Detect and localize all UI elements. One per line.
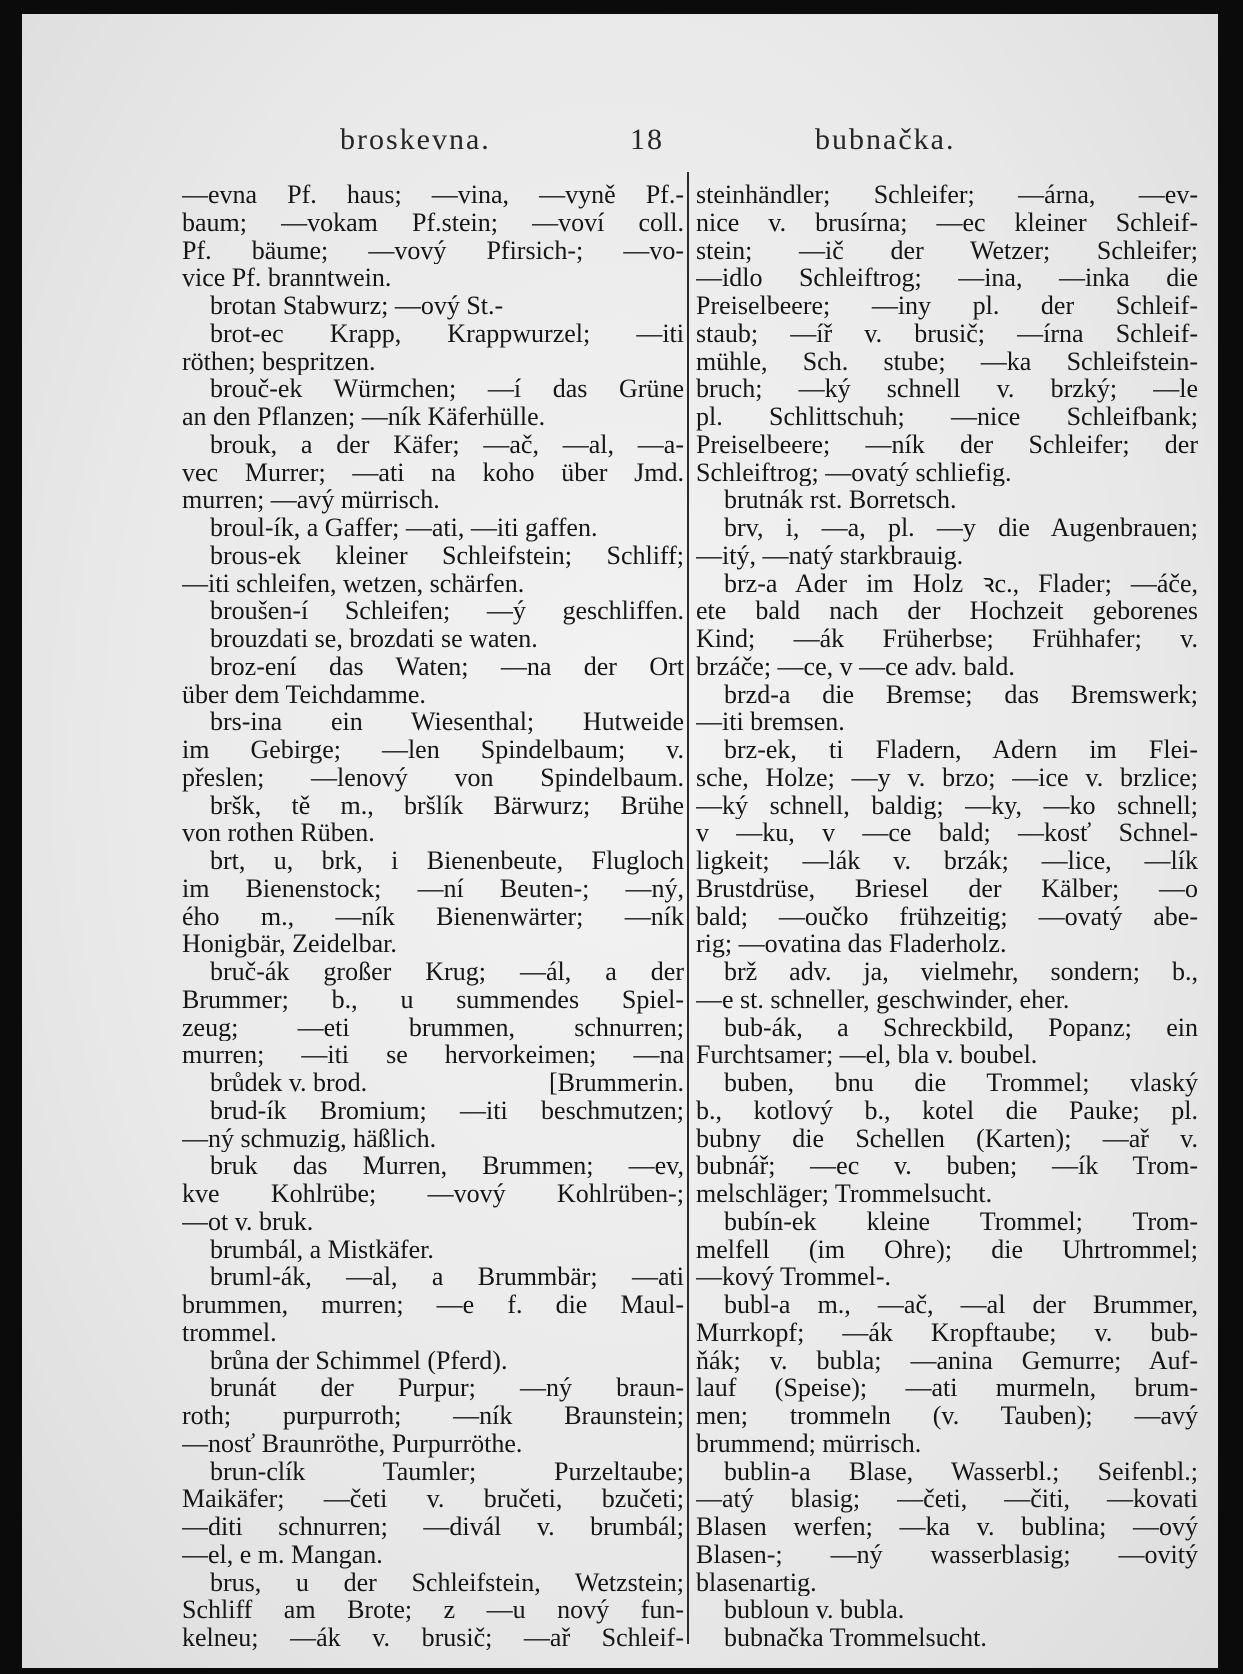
dict-line: —diti schnurren; —divál v. brumbál;	[182, 1513, 684, 1541]
dict-headword-line: bruč-ák großer Krug; —ál, a der	[210, 958, 684, 986]
dict-line: —iti bremsen.	[696, 708, 845, 736]
dict-line: Brummer; b., u summendes Spiel-	[182, 985, 684, 1014]
dict-line: Schleiftrog; —ovatý schliefig.	[696, 458, 1012, 487]
dict-line: Furchtsamer; —el, bla v. boubel.	[696, 1041, 1038, 1069]
dict-line: —itý, —natý starkbrauig.	[696, 541, 964, 570]
column-divider	[687, 172, 689, 1644]
dict-line: Preiselbeere; —ník der Schleifer; der	[696, 430, 1198, 459]
dict-line: von rothen Rüben.	[182, 819, 375, 847]
dict-line: v —ku, v —ce bald; —kosť Schnel-	[696, 819, 1198, 847]
dict-line: Murrkopf; —ák Kropftaube; v. bub-	[696, 1318, 1198, 1347]
dict-headword-line: bruk das Murren, Brummen; —ev,	[210, 1152, 684, 1180]
dict-headword-line	[182, 1069, 684, 1097]
dict-line: —atý blasig; —četi, —čiti, —kovati	[696, 1485, 1198, 1513]
dict-line: ligkeit; —lák v. brzák; —lice, —lík	[696, 847, 1198, 875]
dict-line: stein; —ič der Wetzer; Schleifer;	[696, 236, 1198, 265]
dict-headword-line: brzd-a die Bremse; das Bremswerk;	[724, 680, 1198, 709]
dict-line: bubnář; —ec v. buben; —ík Trom-	[696, 1152, 1198, 1180]
dict-line: vec Murrer; —ati na koho über Jmd.	[182, 458, 684, 487]
dict-line: über dem Teichdamme.	[182, 680, 426, 709]
dict-headword-line: brs-ina ein Wiesenthal; Hutweide	[210, 708, 684, 736]
dict-line: trommel.	[182, 1318, 277, 1347]
dict-line: Blasen-; —ný wasserblasig; —ovitý	[696, 1540, 1198, 1569]
dict-line: kelneu; —ák v. brusič; —ař Schleif-	[182, 1624, 684, 1652]
dict-headword-line: brud-ík Bromium; —iti beschmutzen;	[210, 1096, 684, 1125]
dict-headword-line: brt, u, brk, i Bienenbeute, Flugloch	[210, 847, 684, 875]
dict-line: vice Pf. branntwein.	[182, 264, 392, 292]
dict-line: Maikäfer; —četi v. bručeti, bzučeti;	[182, 1485, 684, 1513]
dict-line: ňák; v. bubla; —anina Gemurre; Auf-	[696, 1346, 1198, 1375]
dict-line: kve Kohlrübe; —vový Kohlrüben-;	[182, 1180, 684, 1208]
dict-headword-line: brz-ek, ti Fladern, Adern im Flei-	[724, 736, 1198, 764]
dict-headword-line: bublin-a Blase, Wasserbl.; Seifenbl.;	[724, 1457, 1198, 1486]
dict-line: im Bienenstock; —ní Beuten-; —ný,	[182, 874, 684, 903]
dict-line: Blasen werfen; —ka v. bublina; —ový	[696, 1513, 1198, 1541]
dict-line: röthen; bespritzen.	[182, 347, 376, 376]
dict-line: bubny die Schellen (Karten); —ař v.	[696, 1124, 1198, 1153]
dict-headword-line: broul-ík, a Gaffer; —ati, —iti gaffen.	[210, 514, 598, 542]
dict-line: —ný schmuzig, häßlich.	[182, 1124, 437, 1153]
dict-line: melschläger; Trommelsucht.	[696, 1180, 993, 1208]
dict-line: bald; —oučko frühzeitig; —ovatý abe-	[696, 902, 1198, 931]
dict-headword-line: bub-ák, a Schreckbild, Popanz; ein	[724, 1013, 1198, 1042]
dict-headword-line: bruml-ák, —al, a Brummbär; —ati	[210, 1263, 684, 1291]
dict-line: roth; purpurroth; —ník Braunstein;	[182, 1402, 684, 1430]
dict-line: im Gebirge; —len Spindelbaum; v.	[182, 736, 684, 764]
dict-line: —el, e m. Mangan.	[182, 1540, 383, 1569]
dict-headword-line: brun-clík Taumler; Purzeltaube;	[210, 1457, 684, 1486]
dict-headword-line: brumbál, a Mistkäfer.	[210, 1235, 434, 1264]
dict-line: Pf. bäume; —vový Pfirsich-; —vo-	[182, 236, 684, 265]
dict-line: steinhändler; Schleifer; —árna, —ev-	[696, 181, 1198, 209]
dict-line: —evna Pf. haus; —vina, —vyně Pf.-	[182, 181, 684, 209]
dict-line: Preiselbeere; —iny pl. der Schleif-	[696, 292, 1198, 320]
right-column	[696, 181, 1198, 1652]
dict-headword-line: brůna der Schimmel (Pferd).	[210, 1346, 508, 1375]
dict-line: brummend; mürrisch.	[696, 1429, 922, 1458]
dict-line: přeslen; —lenový von Spindelbaum.	[182, 763, 684, 792]
dict-line: lauf (Speise); —ati murmeln, brum-	[696, 1374, 1198, 1402]
dict-line: pl. Schlittschuh; —nice Schleifbank;	[696, 403, 1198, 431]
dict-line: blasenartig.	[696, 1568, 817, 1597]
dict-line: —kový Trommel-.	[696, 1263, 892, 1291]
dict-headword-line: brv, i, —a, pl. —y die Augenbrauen;	[724, 514, 1198, 542]
dict-line-carryover-text: [Brummerin.	[548, 1069, 684, 1097]
dict-headword-line: brotan Stabwurz; —ový St.-	[210, 292, 504, 320]
dict-headword-line: brz-a Ader im Holz ꝛc., Flader; —áče,	[724, 569, 1198, 598]
dict-headword-line: bubloun v. bubla.	[724, 1596, 905, 1624]
dict-line: staub; —íř v. brusič; —írna Schleif-	[696, 319, 1198, 348]
dict-line: murren; —iti se hervorkeimen; —na	[182, 1041, 684, 1069]
dict-line: melfell (im Ohre); die Uhrtrommel;	[696, 1235, 1198, 1264]
dict-headword-line: broušen-í Schleifen; —ý geschliffen.	[210, 597, 684, 625]
dict-line: —idlo Schleiftrog; —ina, —inka die	[696, 264, 1198, 292]
dict-headword-line: brouk, a der Käfer; —ač, —al, —a-	[210, 430, 684, 459]
dict-line: rig; —ovatina das Fladerholz.	[696, 930, 1007, 958]
dict-line: b., kotlový b., kotel die Pauke; pl.	[696, 1096, 1198, 1125]
dict-line: Kind; —ák Früherbse; Frühhafer; v.	[696, 625, 1198, 653]
left-column	[182, 181, 684, 1652]
dict-line: ého m., —ník Bienenwärter; —ník	[182, 902, 684, 931]
dict-line: —nosť Braunröthe, Purpurröthe.	[182, 1429, 523, 1458]
dict-headword-line: brot-ec Krapp, Krappwurzel; —iti	[210, 319, 684, 348]
dict-line: brzáče; —ce, v —ce adv. bald.	[696, 652, 1015, 681]
dict-line: sche, Holze; —y v. brzo; —ice v. brzlice;	[696, 763, 1198, 792]
dict-line: —iti schleifen, wetzen, schärfen.	[182, 569, 525, 598]
dict-line: Brustdrüse, Briesel der Kälber; —o	[696, 874, 1198, 903]
dict-headword-line: brous-ek kleiner Schleifstein; Schliff;	[210, 541, 684, 570]
page-number: 18	[630, 123, 664, 156]
dict-line: nice v. brusírna; —ec kleiner Schleif-	[696, 208, 1198, 237]
dict-headword-line: bubl-a m., —ač, —al der Brummer,	[724, 1291, 1198, 1319]
dict-headword-line: brutnák rst. Borretsch.	[724, 486, 957, 514]
dict-headword-line: buben, bnu die Trommel; vlaský	[724, 1069, 1198, 1097]
dict-headword-line: brž adv. ja, vielmehr, sondern; b.,	[724, 958, 1198, 986]
dict-headword-line: bubín-ek kleine Trommel; Trom-	[724, 1207, 1198, 1236]
dict-line: —e st. schneller, geschwinder, eher.	[696, 985, 1070, 1014]
dict-line: an den Pflanzen; —ník Käferhülle.	[182, 403, 546, 431]
dict-line: men; trommeln (v. Tauben); —avý	[696, 1402, 1198, 1430]
dict-headword-line: broz-ení das Waten; —na der Ort	[210, 652, 684, 681]
running-head-first-word: broskevna.	[340, 123, 491, 156]
dict-headword-line: bršk, tě m., bršlík Bärwurz; Brühe	[210, 791, 684, 820]
dict-line: zeug; —eti brummen, schnurren;	[182, 1013, 684, 1042]
dict-line: brummen, murren; —e f. die Maul-	[182, 1291, 684, 1319]
dict-line: murren; —avý mürrisch.	[182, 486, 440, 514]
dict-headword-line: brouzdati se, brozdati se waten.	[210, 625, 538, 653]
dict-headword-line: brus, u der Schleifstein, Wetzstein;	[210, 1568, 684, 1597]
running-head-last-word: bubnačka.	[815, 123, 956, 156]
dict-headword-line: brouč-ek Würmchen; —í das Grüne	[210, 375, 684, 403]
dict-line: Schliff am Brote; z —u nový fun-	[182, 1596, 684, 1624]
dict-line: bruch; —ký schnell v. brzký; —le	[696, 375, 1198, 403]
dict-line: mühle, Sch. stube; —ka Schleifstein-	[696, 347, 1198, 376]
dict-line-main-text: brůdek v. brod.	[210, 1069, 368, 1097]
dict-line: —ký schnell, baldig; —ky, —ko schnell;	[696, 791, 1198, 820]
dict-headword-line: bubnačka Trommelsucht.	[724, 1624, 987, 1652]
dict-headword-line: brunát der Purpur; —ný braun-	[210, 1374, 684, 1402]
dict-line: Honigbär, Zeidelbar.	[182, 930, 397, 958]
dict-line: —ot v. bruk.	[182, 1207, 314, 1236]
dict-line: baum; —vokam Pf.stein; —voví coll.	[182, 208, 684, 237]
dict-line: ete bald nach der Hochzeit geborenes	[696, 597, 1198, 625]
